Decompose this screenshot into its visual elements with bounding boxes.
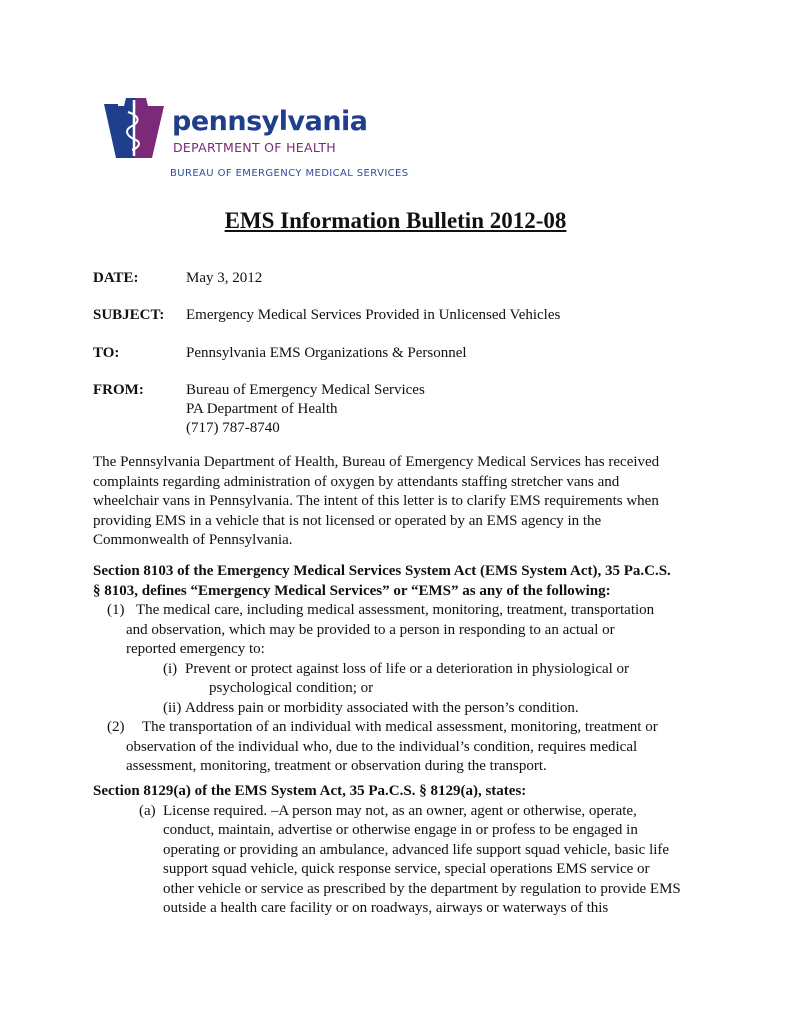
- item-line: The transportation of an individual with medical assessment, monitoring, treatment or: [142, 719, 658, 735]
- item-number: (ii): [163, 699, 182, 716]
- definition-subitem-i: [93, 660, 713, 699]
- item-line: assessment, monitoring, treatment or observation during the transport.: [126, 758, 547, 774]
- item-line: Prevent or protect against loss of life or a deterioration in physiological or: [185, 660, 630, 677]
- intro-line: wheelchair vans in Pennsylvania. The intent of this letter is to clarify EMS requirements when: [93, 493, 659, 509]
- item-number: (1): [107, 602, 125, 618]
- item-line: and observation, which may be provided to a person in responding to an actual or: [126, 621, 615, 638]
- section-8129: [93, 782, 713, 919]
- item-number: (i): [163, 660, 178, 677]
- from-line: PA Department of Health: [186, 401, 338, 417]
- subject-value: Emergency Medical Services Provided in Unlicensed Vehicles: [186, 307, 561, 323]
- item-line: Address pain or morbidity associated with the person’s condition.: [185, 699, 579, 716]
- item-number: (2): [107, 719, 125, 735]
- item-line: License required. –A person may not, as an owner, agent or otherwise, operate,: [163, 802, 637, 819]
- license-required-item: [93, 802, 713, 919]
- item-number: (a): [139, 802, 156, 819]
- from-line: Bureau of Emergency Medical Services: [186, 382, 425, 398]
- item-line: outside a health care facility or on roadways, airways or waterways of this: [163, 900, 609, 916]
- logo-wordmark: pennsylvania: [172, 106, 368, 137]
- to-label: TO:: [93, 345, 120, 361]
- definition-subitem-ii: [93, 699, 713, 719]
- to-value: Pennsylvania EMS Organizations & Personnel: [186, 345, 467, 361]
- intro-line: Commonwealth of Pennsylvania.: [93, 532, 293, 548]
- intro-line: The Pennsylvania Department of Health, Bureau of Emergency Medical Services has received: [93, 454, 660, 470]
- from-line: (717) 787-8740: [186, 420, 280, 436]
- definition-item-2: [93, 718, 713, 777]
- intro-line: complaints regarding administration of oxygen by attendants staffing stretcher vans and: [93, 473, 620, 490]
- item-line: support squad vehicle, quick response service, special operations EMS service or: [163, 861, 650, 877]
- logo-department: DEPARTMENT OF HEALTH: [173, 140, 336, 155]
- intro-line: providing EMS in a vehicle that is not licensed or operated by an EMS agency in the: [93, 512, 602, 529]
- keystone-caduceus-icon: [104, 96, 166, 158]
- section-8129-heading: Section 8129(a) of the EMS System Act, 35 Pa.C.S. § 8129(a), states:: [93, 783, 527, 799]
- bulletin-title: EMS Information Bulletin 2012-08: [224, 208, 567, 233]
- date-label: DATE:: [93, 270, 139, 286]
- item-line: conduct, maintain, advertise or otherwise engage in or profess to be engaged in: [163, 822, 638, 838]
- item-line: The medical care, including medical assessment, monitoring, treatment, transportation: [136, 602, 655, 618]
- intro-paragraph: [93, 453, 713, 551]
- date-value: May 3, 2012: [186, 270, 263, 286]
- item-line: operating or providing an ambulance, advanced life support squad vehicle, basic life: [163, 841, 670, 858]
- bureau-name: BUREAU OF EMERGENCY MEDICAL SERVICES: [170, 168, 409, 179]
- section-8103-heading-line: Section 8103 of the Emergency Medical Services System Act (EMS System Act), 35 Pa.C.S.: [93, 563, 671, 579]
- item-line: reported emergency to:: [126, 641, 265, 657]
- section-8103: [93, 562, 713, 777]
- section-8103-heading-line: § 8103, defines “Emergency Medical Services” or “EMS” as any of the following:: [93, 582, 611, 599]
- from-label: FROM:: [93, 382, 144, 398]
- subject-label: SUBJECT:: [93, 307, 165, 323]
- item-line: observation of the individual who, due to the individual’s condition, requires medical: [126, 738, 638, 755]
- item-line: other vehicle or service as prescribed by the department by regulation to provide EMS: [163, 880, 681, 897]
- item-line: psychological condition; or: [209, 680, 374, 696]
- definition-item-1: [93, 601, 713, 660]
